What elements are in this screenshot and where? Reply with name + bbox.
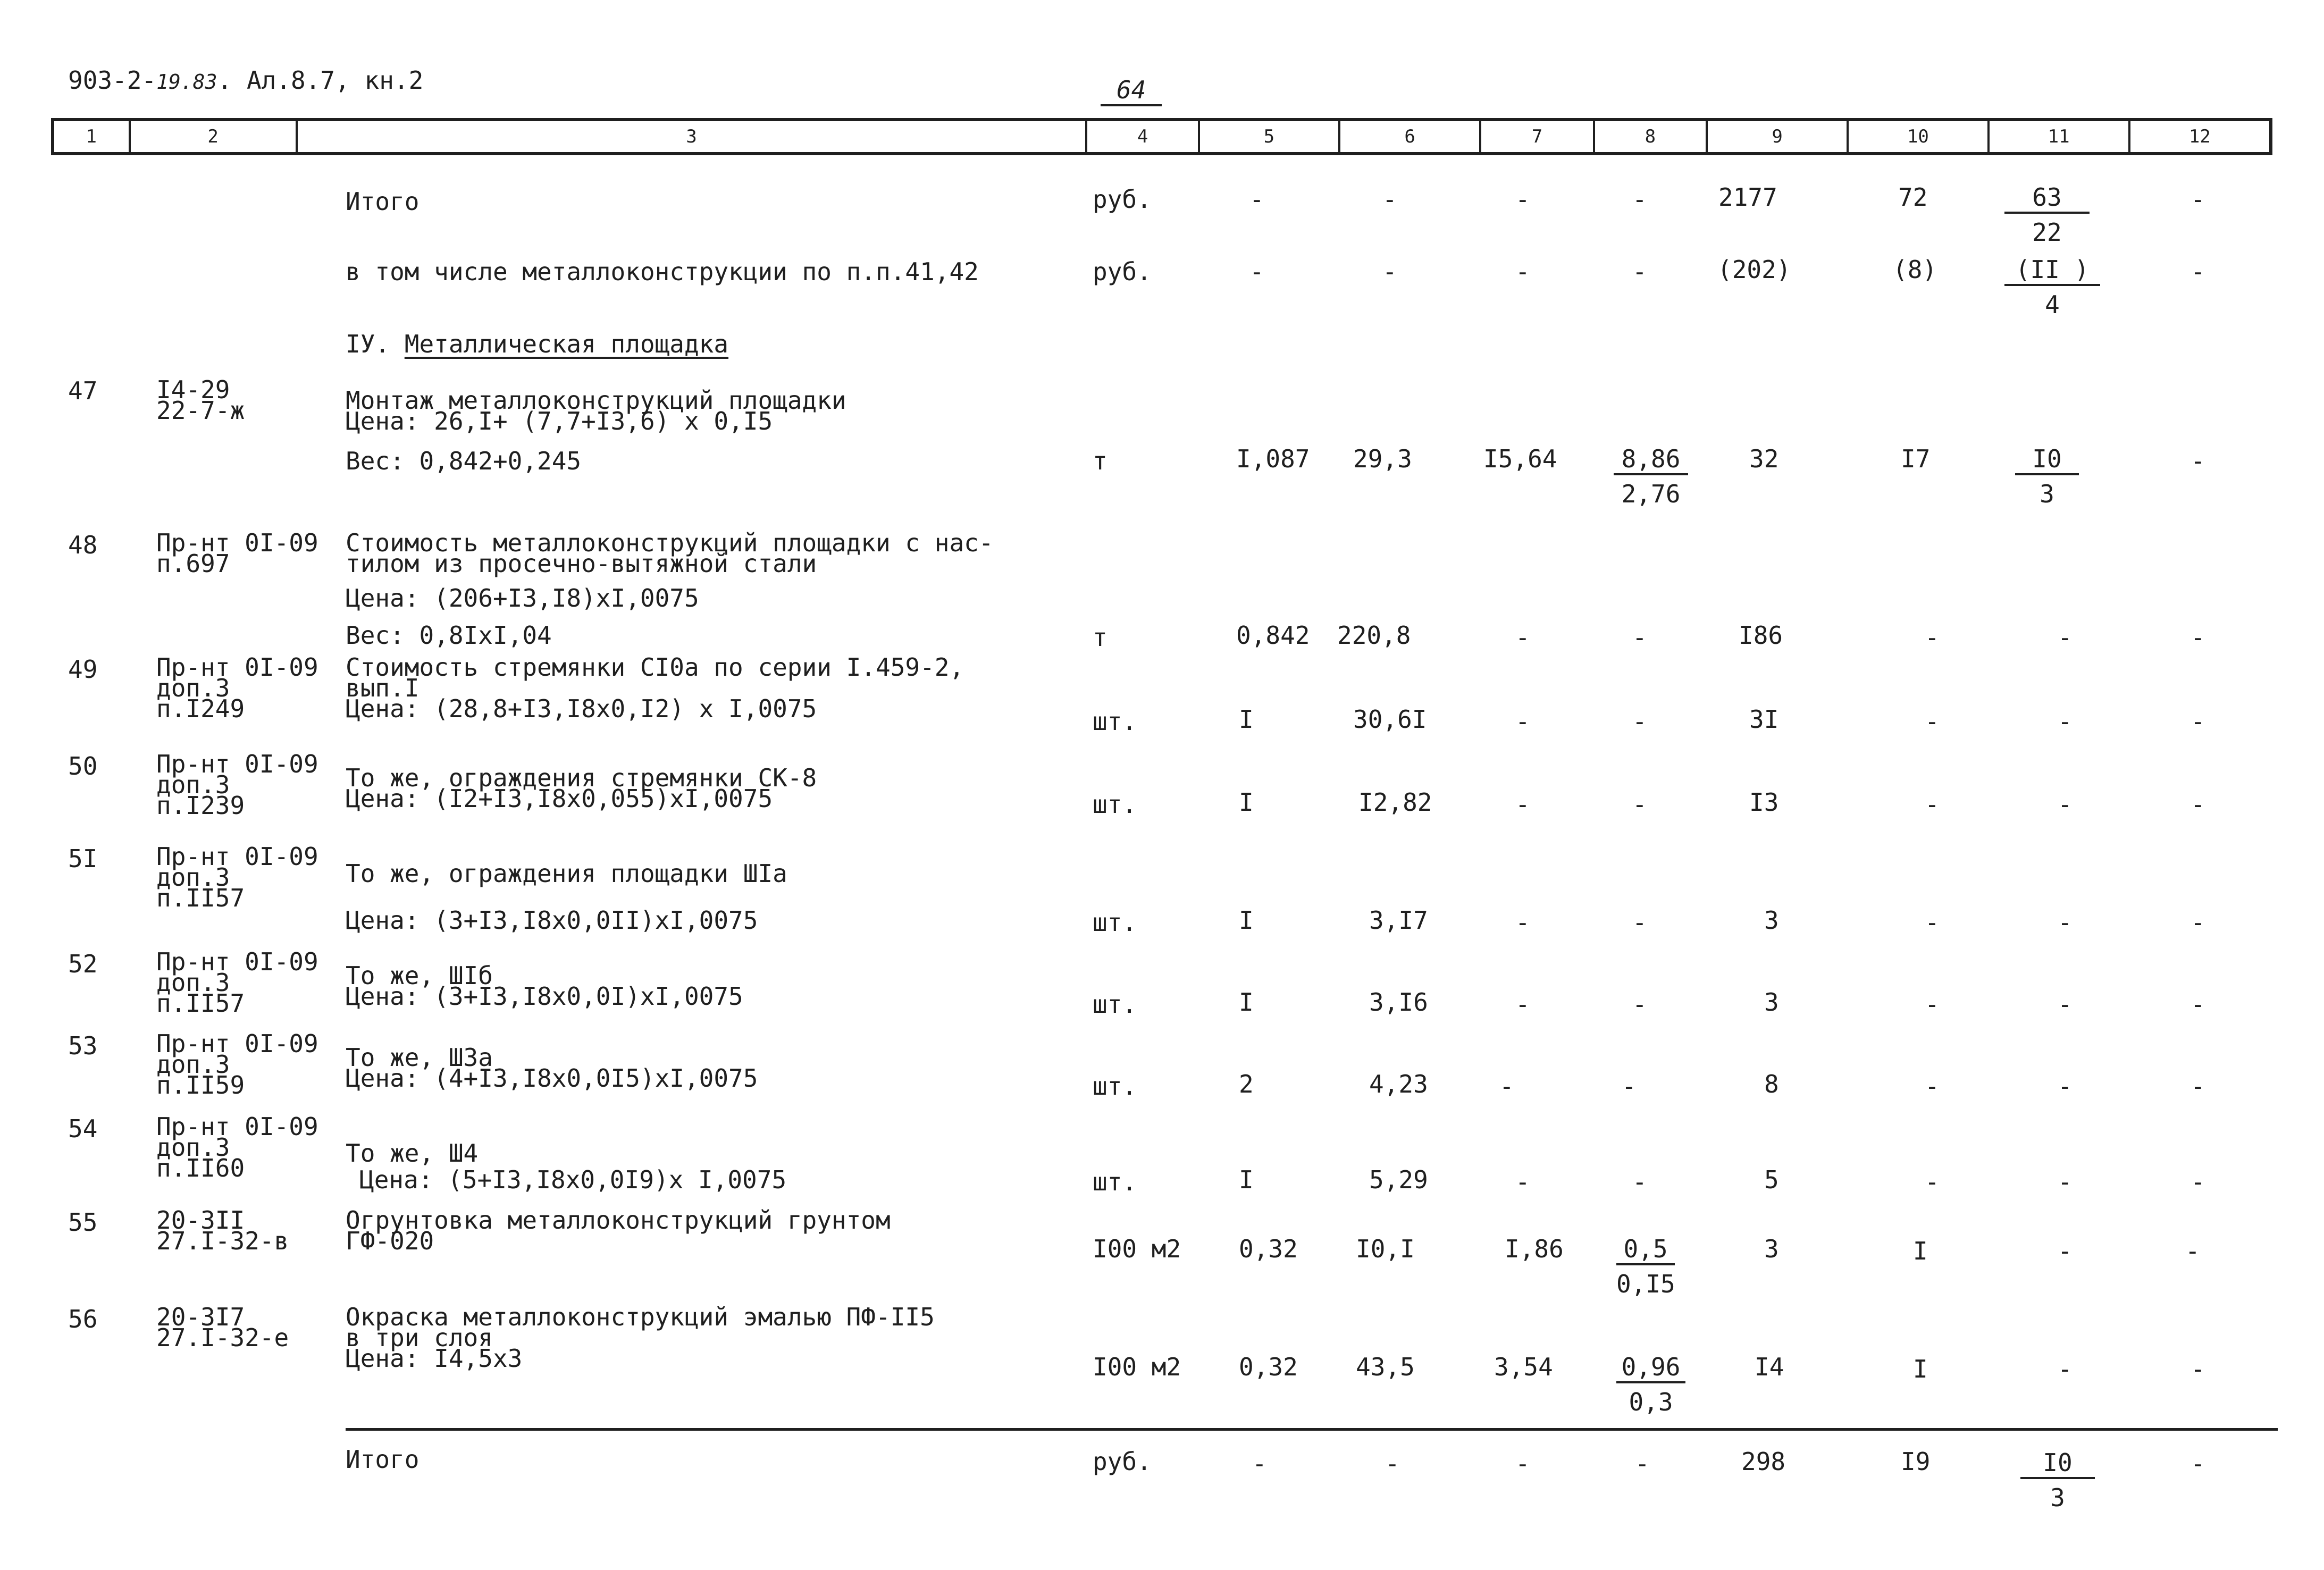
cell-c8: - [1632,1168,1647,1196]
code-line-3: п.II59 [156,1071,245,1100]
row-number: 47 [68,376,98,405]
desc-line-1: Окраска металлоконструкций эмалью ПФ-II5 [346,1303,935,1331]
col-header-6: 6 [1340,121,1481,152]
cell-c10: I [1913,1237,1928,1265]
desc-line-2: Цена: (3+I3,I8x0,0II)xI,0075 [346,906,758,935]
code-line-3: п.I239 [156,791,245,820]
fraction-denominator: 0,I5 [1616,1270,1675,1298]
desc-line-3: Цена: (28,8+I3,I8x0,I2) x I,0075 [346,694,817,724]
cell-c9: 3 [1764,1235,1779,1263]
cell-c9: 3 [1764,988,1779,1017]
cell-c8: - [1632,185,1647,214]
code-line-1: Пр-нт 0I-09 [156,528,318,557]
code-line-3: п.I249 [156,694,245,724]
cell-c10: - [1925,990,1940,1019]
col-header-10: 10 [1849,121,1989,152]
cell-c5: I [1239,906,1254,935]
cell-c10: I7 [1901,444,1931,473]
row-code [156,1206,289,1256]
cell-c7: I5,64 [1483,444,1557,473]
fraction-numerator: I0 [2015,447,2079,475]
cell-c7: - [1499,1072,1514,1101]
code-line-2: доп.3 [156,770,230,800]
row-number: 52 [68,950,98,978]
cell-c6: 4,23 [1369,1070,1428,1098]
cell-c5: - [1249,257,1264,286]
code-line-2: 27.I-32-е [156,1323,289,1353]
cell-c8: - [1632,707,1647,736]
row-code [156,375,245,425]
cell-c6: 29,3 [1353,444,1412,473]
col-header-3: 3 [298,121,1088,152]
unit: шт. [1093,908,1137,937]
row-number: 5I [68,844,98,873]
cell-c8: - [1632,990,1647,1019]
cell-c7: - [1515,908,1530,937]
total-separator-line [346,1428,2278,1431]
cell-c5: - [1249,185,1264,214]
desc-line-1: Стоимость металлоконструкций площадки с нас- [346,528,994,557]
cell-c12: - [2191,1449,2205,1478]
row-description [346,961,743,1011]
total-label: Итого [346,1445,420,1474]
cell-c10: (8) [1893,255,1937,284]
cell-c5: I [1239,1165,1254,1194]
code-line-1: Пр-нт 0I-09 [156,842,318,871]
cell-c6: 5,29 [1369,1165,1428,1194]
unit: т [1093,623,1108,652]
row-code [156,1112,318,1183]
row-code [156,842,318,913]
row-number: 49 [68,655,98,684]
cell-c10: - [1925,790,1940,819]
fraction-c8 [1616,1355,1685,1414]
fraction-denominator: 3 [2040,480,2054,508]
cell-c5: I [1239,988,1254,1017]
cell-c7: - [1515,990,1530,1019]
cell-c12: - [2191,707,2205,736]
desc-line-1: То же, ограждения площадки ШIа [346,859,787,888]
unit: руб. [1093,185,1152,214]
document-code [68,68,423,93]
fraction-denominator: 4 [2045,290,2060,319]
cell-c5: - [1252,1449,1267,1478]
cell-c11: - [2058,1237,2073,1265]
code-line-1: Пр-нт 0I-09 [156,1029,318,1058]
cell-c5: I [1239,705,1254,734]
doc-code-prefix: 903-2- [68,66,157,95]
fraction-numerator: 0,5 [1616,1237,1675,1265]
fraction-denominator: 3 [2050,1483,2065,1512]
fraction-numerator: (II ) [2004,257,2100,286]
cell-c10: I [1913,1355,1928,1383]
cell-c5: 0,32 [1239,1235,1298,1263]
col-header-1: 1 [54,121,131,152]
fraction-c11 [2004,257,2100,317]
row-description [346,653,964,724]
fraction-c11 [2015,444,2079,508]
cell-c6: 30,6I [1353,705,1427,734]
row-description [346,528,994,578]
cell-c6: - [1385,1449,1400,1478]
cell-c9: I4 [1755,1353,1784,1381]
fraction-numerator: 63 [2004,185,2090,214]
cell-c9: 2177 [1718,183,1777,212]
unit: шт. [1093,1072,1137,1101]
desc-line-2: в три слоя [346,1323,493,1353]
row-description: в том числе металлоконструкции по п.п.41,42 [346,257,979,286]
desc-line-2: ГФ-020 [346,1227,434,1256]
cell-c12: - [2191,447,2205,475]
cell-c7: - [1515,790,1530,819]
fraction-numerator: 0,96 [1616,1355,1685,1383]
section-heading-text: IУ. Металлическая площадка [346,330,729,358]
fraction-denominator: 2,76 [1621,480,1681,508]
desc-line-1: Стоимость стремянки СI0а по серии I.459-2, [346,653,964,682]
cell-c5: 2 [1239,1070,1254,1098]
code-line-2: доп.3 [156,863,230,892]
code-line-2: доп.3 [156,1133,230,1162]
cell-c9: 3I [1749,705,1779,734]
code-line-1: Пр-нт 0I-09 [156,653,318,682]
row-code [156,528,318,578]
code-line-2: доп.3 [156,968,230,997]
cell-c7: - [1515,1449,1530,1478]
code-line-2: п.697 [156,549,230,578]
cell-c7: I,86 [1505,1235,1564,1263]
unit: шт. [1093,990,1137,1019]
page-number: 64 [1101,78,1162,106]
cell-c6: 220,8 [1337,621,1411,650]
row-number: 56 [68,1305,98,1333]
col-header-4: 4 [1087,121,1199,152]
cell-c7: - [1515,623,1530,652]
row-description [346,386,846,436]
desc-line-2: Цена: (4+I3,I8x0,0I5)xI,0075 [346,1064,758,1093]
fraction-numerator: I0 [2020,1450,2095,1479]
unit: т [1093,447,1108,475]
cell-c9: I86 [1739,621,1783,650]
cell-c8: - [1622,1072,1637,1101]
row-number: 53 [68,1031,98,1060]
cell-c12: - [2185,1237,2200,1265]
cell-c10: - [1925,1168,1940,1196]
desc-weight: Вес: 0,8IxI,04 [346,621,552,650]
col-header-8: 8 [1595,121,1708,152]
cell-c9: I3 [1749,788,1779,817]
column-header-row [51,118,2272,155]
cell-c8: - [1632,908,1647,937]
row-number: 50 [68,752,98,780]
code-line-3: п.II57 [156,989,245,1018]
cell-c10: - [1925,623,1940,652]
cell-c11: - [2058,1072,2073,1101]
row-code [156,653,318,724]
cell-c12: - [2191,257,2205,286]
col-header-7: 7 [1481,121,1595,152]
cell-c12: - [2191,1355,2205,1383]
cell-c6: 43,5 [1356,1353,1415,1381]
unit: руб. [1093,257,1152,286]
col-header-12: 12 [2188,126,2211,147]
cell-c10: - [1925,707,1940,736]
fraction-denominator: 0,3 [1629,1388,1673,1416]
cell-c10: - [1925,908,1940,937]
row-code [156,947,318,1018]
cell-c9: 8 [1764,1070,1779,1098]
cell-c11: - [2058,990,2073,1019]
cell-c9: (202) [1717,255,1791,284]
cell-c11: - [2058,1355,2073,1383]
cell-c12: - [2191,908,2205,937]
code-line-1: Пр-нт 0I-09 [156,947,318,976]
cell-c6: - [1382,185,1397,214]
col-header-11: 11 [1990,121,2130,152]
cell-c12: - [2191,185,2205,214]
desc-line-1: То же, ограждения стремянки СК-8 [346,763,817,792]
cell-c9: 298 [1741,1447,1786,1476]
code-line-1: 20-3I7 [156,1303,245,1331]
row-number: 48 [68,531,98,559]
cell-c11: - [2058,1168,2073,1196]
desc-line-2: Цена: (5+I3,I8x0,0I9)x I,0075 [359,1165,787,1194]
unit: I00 м2 [1093,1353,1181,1381]
unit: шт. [1093,707,1137,736]
desc-line-2: вып.I [346,674,420,703]
cell-c6: 3,I7 [1369,906,1428,935]
cell-c5: 0,842 [1236,621,1310,650]
col-header-2: 2 [131,121,298,152]
code-line-1: 20-3II [156,1206,245,1235]
desc-line-2: Цена: (3+I3,I8x0,0I)xI,0075 [346,982,743,1011]
code-line-1: I4-29 [156,375,230,404]
col-header-9: 9 [1708,121,1849,152]
fraction-denominator: 22 [2032,218,2062,247]
row-code [156,1303,289,1353]
row-description [346,1206,891,1256]
doc-code-handwritten: 19.83 [156,70,217,94]
cell-c8: - [1635,1449,1650,1478]
cell-c7: - [1515,707,1530,736]
code-line-2: доп.3 [156,674,230,703]
cell-c12: - [2191,790,2205,819]
unit: шт. [1093,790,1137,819]
cell-c12: - [2191,623,2205,652]
code-line-2: доп.3 [156,1050,230,1079]
cell-c9: 5 [1764,1165,1779,1194]
desc-line-1: То же, ШIб [346,961,493,990]
unit: шт. [1093,1168,1137,1196]
desc-line-1: Монтаж металлоконструкций площадки [346,386,846,415]
cell-c9: 3 [1764,906,1779,935]
cell-c12: - [2191,1072,2205,1101]
code-line-2: 27.I-32-в [156,1227,289,1256]
code-line-3: п.II60 [156,1154,245,1183]
doc-code-suffix: . Ал.8.7, кн.2 [217,66,424,95]
desc-line-1: То же, Ш3а [346,1043,493,1072]
row-code [156,1029,318,1100]
cell-c11: - [2058,707,2073,736]
cell-c5: 0,32 [1239,1353,1298,1381]
cell-c12: - [2191,990,2205,1019]
cell-c6: I0,I [1356,1235,1415,1263]
row-description [346,1043,758,1093]
desc-line-2: Цена: 26,I+ (7,7+I3,6) x 0,I5 [346,407,773,436]
cell-c11: - [2058,908,2073,937]
fraction-c11 [2020,1450,2095,1510]
code-line-2: 22-7-ж [156,396,245,425]
row-description [346,1303,935,1373]
desc-price: Цена: (206+I3,I8)xI,0075 [346,584,699,612]
desc-line-1: То же, Ш4 [346,1139,479,1168]
cell-c10: 72 [1898,183,1928,212]
desc-weight: Вес: 0,842+0,245 [346,447,582,475]
fraction-c11 [2004,185,2090,245]
row-code [156,750,318,820]
cell-c7: - [1515,257,1530,286]
code-line-3: п.II57 [156,884,245,913]
cell-c7: - [1515,185,1530,214]
unit: руб. [1093,1447,1152,1476]
cell-c8: - [1632,790,1647,819]
desc-line-3: Цена: I4,5x3 [346,1344,523,1373]
cell-c6: I2,82 [1358,788,1432,817]
cell-c11: - [2058,623,2073,652]
code-line-1: Пр-нт 0I-09 [156,1112,318,1141]
desc-line-1: Огрунтовка металлоконструкций грунтом [346,1206,891,1235]
cell-c6: 3,I6 [1369,988,1428,1017]
cell-c9: 32 [1749,444,1779,473]
col-header-5: 5 [1200,121,1340,152]
total-label: Итого [346,187,420,216]
cell-c10: - [1925,1072,1940,1101]
cell-c6: - [1382,257,1397,286]
cell-c10: I9 [1901,1447,1931,1476]
fraction-numerator: 8,86 [1614,447,1688,475]
cell-c7: - [1515,1168,1530,1196]
cell-c5: I [1239,788,1254,817]
cell-c12: - [2191,1168,2205,1196]
desc-line-2: Цена: (I2+I3,I8x0,055)xI,0075 [346,784,773,813]
cell-c11: - [2058,790,2073,819]
cell-c8: - [1632,623,1647,652]
cell-c7: 3,54 [1494,1353,1553,1381]
row-description [346,763,817,813]
unit: I00 м2 [1093,1235,1181,1263]
row-number: 55 [68,1208,98,1237]
code-line-1: Пр-нт 0I-09 [156,750,318,778]
row-number: 54 [68,1114,98,1143]
fraction-c8 [1616,1237,1675,1296]
section-heading [346,332,728,356]
cell-c5: I,087 [1236,444,1310,473]
desc-line-2: тилом из просечно-вытяжной стали [346,549,817,578]
cell-c8: - [1632,257,1647,286]
fraction-c8 [1614,444,1688,508]
